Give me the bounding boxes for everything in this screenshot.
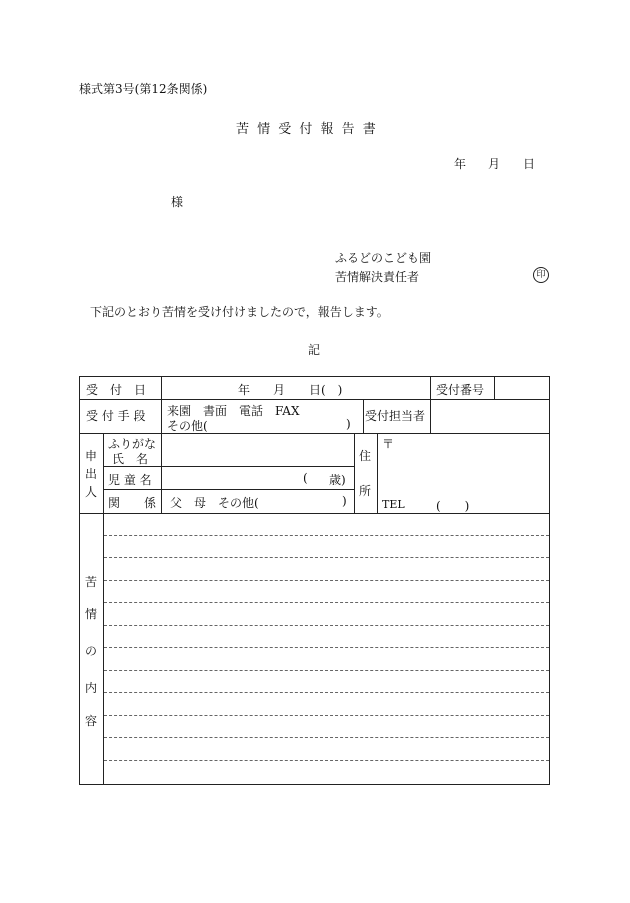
date-day: 日 xyxy=(523,157,536,171)
ruled-line xyxy=(104,692,549,693)
reception-date-label: 受 付 日 xyxy=(86,383,147,397)
date-year: 年 xyxy=(454,157,467,171)
reception-number-label: 受付番号 xyxy=(436,383,485,397)
name-label: 氏 名 xyxy=(112,452,149,466)
staff-field[interactable] xyxy=(431,400,550,433)
ruled-line xyxy=(104,737,549,738)
complaint-char-3: の xyxy=(84,644,97,658)
reception-method-options: 来園 書面 電話 FAX xyxy=(167,404,300,418)
ki-heading: 記 xyxy=(308,343,321,357)
address-char-1: 住 xyxy=(358,449,371,463)
ruled-line xyxy=(104,647,549,648)
tel-parens: ( ) xyxy=(436,499,470,513)
reception-date-day: 日( ) xyxy=(309,383,343,397)
ruled-line xyxy=(104,715,549,716)
organization-name: ふるどのこども園 xyxy=(335,251,432,265)
complaint-char-4: 内 xyxy=(84,681,97,695)
ruled-line xyxy=(104,602,549,603)
document-title: 苦 情 受 付 報 告 書 xyxy=(236,122,378,137)
staff-label: 受付担当者 xyxy=(365,409,426,423)
address-field[interactable] xyxy=(378,434,550,494)
address-char-2: 所 xyxy=(358,484,371,498)
intro-text: 下記のとおり苦情を受け付けましたので，報告します。 xyxy=(90,305,389,319)
applicant-char-2: 出 xyxy=(84,467,97,481)
complaint-content-field[interactable] xyxy=(104,514,549,784)
ruled-line xyxy=(104,760,549,761)
reception-method-label: 受 付 手 段 xyxy=(86,409,146,423)
complaint-char-5: 容 xyxy=(84,714,97,728)
responsible-person-label: 苦情解決責任者 xyxy=(335,270,420,284)
applicant-char-3: 人 xyxy=(84,485,97,499)
reception-number-field[interactable] xyxy=(495,377,550,399)
complaint-char-1: 苦 xyxy=(84,575,97,589)
ruled-line xyxy=(104,625,549,626)
child-name-label: 児 童 名 xyxy=(108,473,152,487)
ruled-line xyxy=(104,670,549,671)
reception-date-year: 年 xyxy=(238,383,251,397)
reception-date-month: 月 xyxy=(273,383,286,397)
seal-mark: 印 xyxy=(533,267,549,283)
age-paren-open: ( xyxy=(303,471,308,485)
ruled-line xyxy=(104,535,549,536)
ruled-line xyxy=(104,557,549,558)
furigana-label: ふりがな xyxy=(108,437,157,451)
addressee-suffix: 様 xyxy=(171,195,184,209)
relation-options: 父 母 その他( xyxy=(170,496,259,510)
complaint-report-table xyxy=(79,376,550,785)
relation-close: ) xyxy=(342,494,347,508)
name-field[interactable] xyxy=(162,434,353,466)
form-number: 様式第3号(第12条関係) xyxy=(79,82,208,96)
ruled-line xyxy=(104,580,549,581)
applicant-char-1: 申 xyxy=(84,449,97,463)
reception-method-other: その他( xyxy=(167,419,208,433)
postal-mark: 〒 xyxy=(382,437,395,451)
complaint-char-2: 情 xyxy=(84,607,97,621)
relation-label: 関 係 xyxy=(108,496,157,510)
reception-method-other-close: ) xyxy=(346,417,351,431)
date-month: 月 xyxy=(488,157,501,171)
age-suffix: 歳) xyxy=(329,473,346,487)
tel-label: TEL xyxy=(382,498,405,511)
